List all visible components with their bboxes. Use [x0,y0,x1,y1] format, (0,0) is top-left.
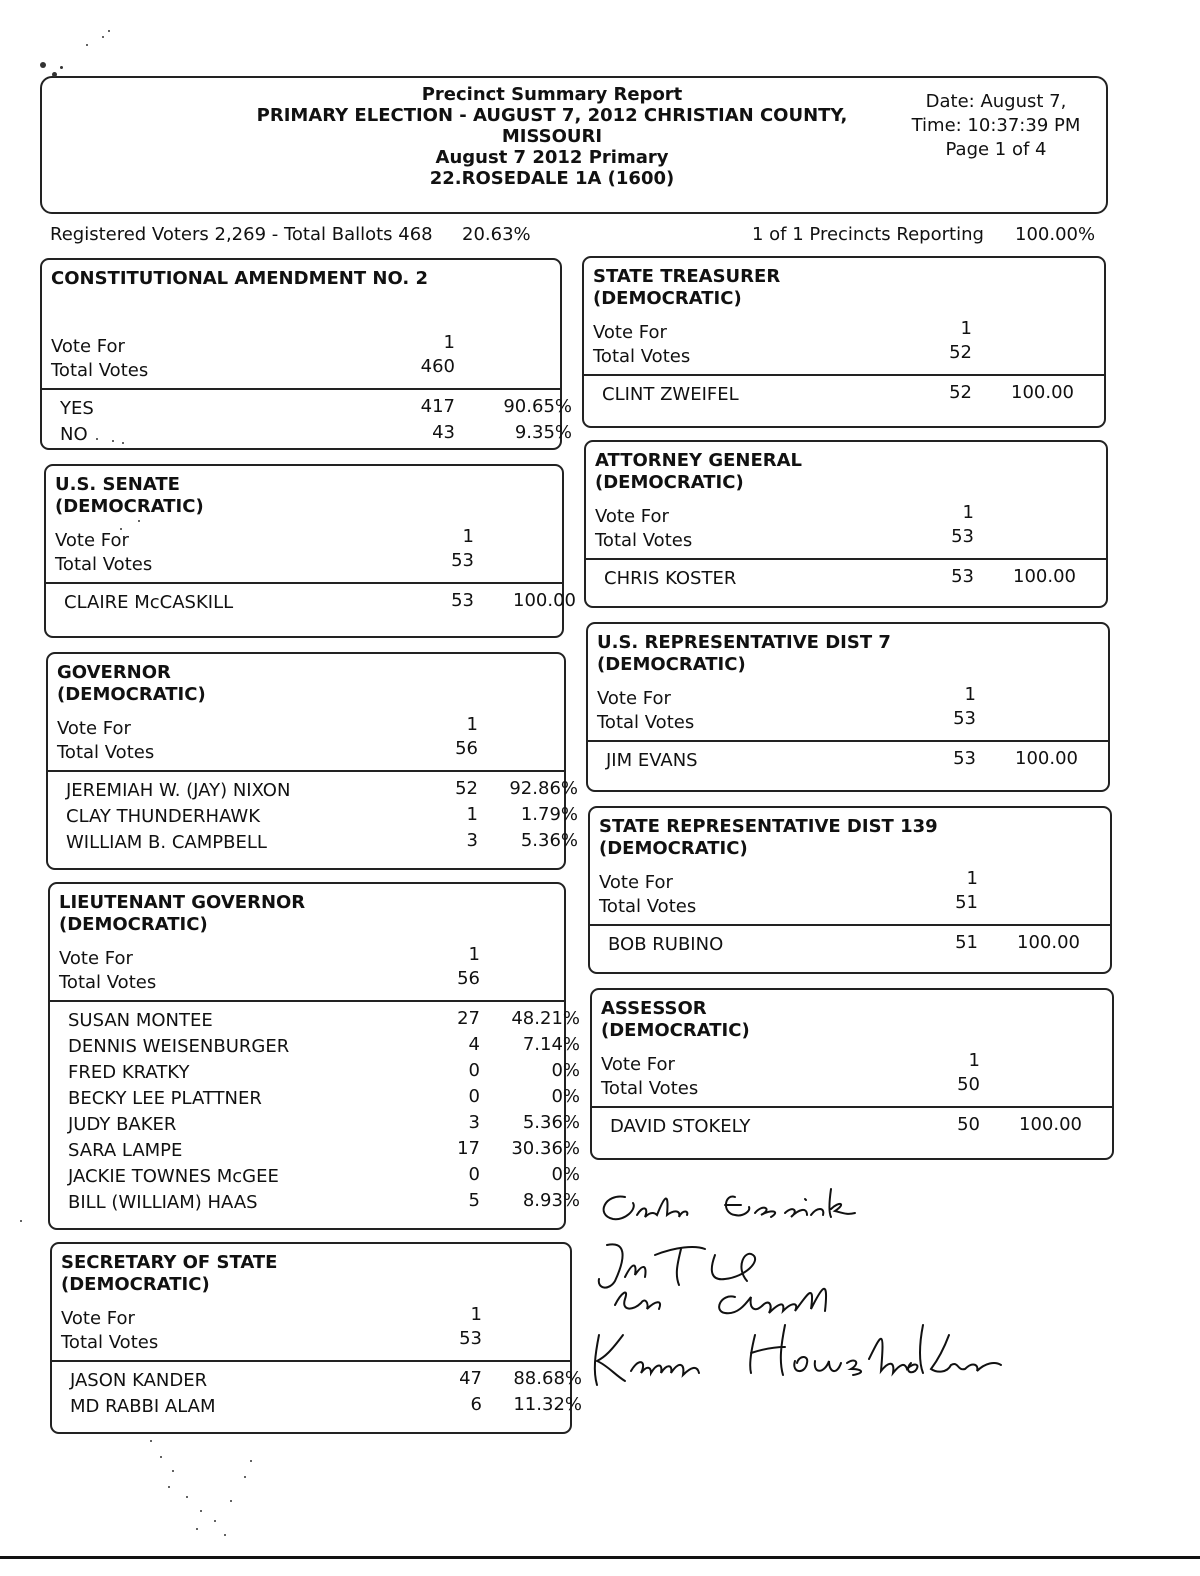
total-votes-value: 53 [451,550,474,571]
vote-for-value: 1 [960,318,972,339]
turnout-percent: 20.63% [462,224,531,245]
candidate-votes: 0 [468,1086,480,1107]
race-title: U.S. REPRESENTATIVE DIST 7 (DEMOCRATIC) [597,632,891,675]
results-divider [586,740,1110,742]
results-divider [590,1106,1114,1108]
vote-for-label: Vote For [61,1308,135,1329]
vote-for-value: 1 [968,1050,980,1071]
scan-speck [120,528,122,530]
scan-speck [244,1476,246,1478]
candidate-percent: 92.86% [509,778,578,799]
primary-name: August 7 2012 Primary [435,147,669,168]
candidate-name: NO [60,424,88,445]
candidate-name: YES [60,398,94,419]
report-date: Date: August 7, [925,91,1067,112]
race-title: CONSTITUTIONAL AMENDMENT NO. 2 [51,268,428,289]
election-line-2: MISSOURI [501,126,603,147]
scan-speck [60,66,63,69]
scan-speck [196,1528,198,1530]
scan-speck [200,1510,202,1512]
candidate-name: JASON KANDER [70,1370,208,1391]
candidate-votes: 0 [468,1060,480,1081]
candidate-name: SARA LAMPE [68,1140,183,1161]
candidate-votes: 5 [468,1190,480,1211]
total-votes-label: Total Votes [595,530,693,551]
vote-for-value: 1 [964,684,976,705]
race-title: LIEUTENANT GOVERNOR (DEMOCRATIC) [59,892,306,935]
total-votes-value: 52 [949,342,972,363]
race-box-treasurer [582,256,1106,428]
total-votes-label: Total Votes [57,742,155,763]
results-divider [50,1360,572,1362]
scan-speck [138,520,140,522]
candidate-votes: 51 [955,932,978,953]
candidate-percent: 0% [551,1164,580,1185]
candidate-name: SUSAN MONTEE [68,1010,213,1031]
candidate-percent: 100.00 [1015,748,1078,769]
vote-for-label: Vote For [593,322,667,343]
candidate-votes: 417 [420,396,455,417]
candidate-name: FRED KRATKY [68,1062,190,1083]
scan-speck [172,1470,174,1472]
candidate-name: WILLIAM B. CAMPBELL [66,832,267,853]
total-votes-value: 53 [459,1328,482,1349]
scan-speck [40,62,46,68]
scan-speck [112,440,114,442]
scan-speck [102,36,104,38]
vote-for-label: Vote For [595,506,669,527]
scan-speck [96,438,98,440]
race-box-state-rep [588,806,1112,974]
race-box-assessor [590,988,1114,1160]
candidate-percent: 0% [551,1086,580,1107]
precinct-name: 22.ROSEDALE 1A (1600) [429,168,675,189]
total-votes-label: Total Votes [593,346,691,367]
total-votes-label: Total Votes [597,712,695,733]
candidate-percent: 90.65% [503,396,572,417]
total-votes-value: 50 [957,1074,980,1095]
results-divider [582,374,1106,376]
candidate-percent: 100.00 [1011,382,1074,403]
vote-for-value: 1 [470,1304,482,1325]
race-box-us-rep [586,622,1110,792]
vote-for-value: 1 [443,332,455,353]
precincts-reporting: 1 of 1 Precincts Reporting [752,224,984,245]
scan-speck [160,1456,162,1458]
candidate-name: BOB RUBINO [608,934,724,955]
candidate-votes: 3 [468,1112,480,1133]
race-box-amendment [40,258,572,450]
vote-for-value: 1 [966,868,978,889]
poll-worker-signatures [585,1185,1005,1395]
vote-for-label: Vote For [599,872,673,893]
vote-for-value: 1 [962,502,974,523]
candidate-votes: 53 [451,590,474,611]
scan-speck [224,1534,226,1536]
candidate-name: JACKIE TOWNES McGEE [68,1166,279,1187]
race-box-lt-governor [48,882,580,1230]
scan-speck [186,1496,188,1498]
race-title: STATE REPRESENTATIVE DIST 139 (DEMOCRATIC) [599,816,938,859]
race-title: U.S. SENATE (DEMOCRATIC) [55,474,204,517]
results-divider [588,924,1112,926]
race-title: ASSESSOR (DEMOCRATIC) [601,998,750,1041]
candidate-percent: 5.36% [520,830,578,851]
candidate-name: CHRIS KOSTER [604,568,737,589]
race-box-senate [44,464,576,638]
report-header [40,76,1108,214]
vote-for-label: Vote For [597,688,671,709]
scan-speck [122,442,124,444]
vote-for-label: Vote For [601,1054,675,1075]
reporting-percent: 100.00% [1015,224,1096,245]
candidate-votes: 52 [949,382,972,403]
candidate-percent: 1.79% [520,804,578,825]
total-votes-label: Total Votes [61,1332,159,1353]
candidate-percent: 8.93% [522,1190,580,1211]
scan-speck [230,1500,232,1502]
candidate-name: JIM EVANS [606,750,698,771]
candidate-name: CLAIRE McCASKILL [64,592,234,613]
candidate-percent: 5.36% [522,1112,580,1133]
race-title: SECRETARY OF STATE (DEMOCRATIC) [61,1252,278,1295]
scan-speck [52,72,57,77]
scan-speck [86,44,88,46]
race-title: GOVERNOR (DEMOCRATIC) [57,662,206,705]
vote-for-label: Vote For [55,530,129,551]
candidate-percent: 11.32% [513,1394,582,1415]
total-votes-label: Total Votes [599,896,697,917]
candidate-percent: 0% [551,1060,580,1081]
scan-speck [168,1486,170,1488]
total-votes-label: Total Votes [55,554,153,575]
registered-voters: Registered Voters 2,269 - Total Ballots 468 [50,224,433,245]
race-title: ATTORNEY GENERAL (DEMOCRATIC) [595,450,803,493]
total-votes-label: Total Votes [59,972,157,993]
results-divider [40,388,562,390]
candidate-votes: 17 [457,1138,480,1159]
results-divider [46,770,566,772]
candidate-name: JEREMIAH W. (JAY) NIXON [66,780,291,801]
scan-speck [214,1520,216,1522]
candidate-name: DENNIS WEISENBURGER [68,1036,290,1057]
candidate-percent: 100.00 [1017,932,1080,953]
candidate-name: CLINT ZWEIFEL [602,384,739,405]
total-votes-value: 56 [457,968,480,989]
scan-speck [108,30,110,32]
race-box-secretary [50,1242,582,1434]
candidate-name: BECKY LEE PLATTNER [68,1088,262,1109]
candidate-votes: 4 [468,1034,480,1055]
results-divider [48,1000,566,1002]
election-line-1: PRIMARY ELECTION - AUGUST 7, 2012 CHRISTIAN COUNTY, [256,105,848,126]
candidate-percent: 9.35% [514,422,572,443]
candidate-votes: 6 [470,1394,482,1415]
vote-for-value: 1 [468,944,480,965]
race-box-governor [46,652,578,870]
results-divider [584,558,1108,560]
candidate-votes: 0 [468,1164,480,1185]
candidate-percent: 48.21% [511,1008,580,1029]
report-title: Precinct Summary Report [421,84,683,105]
candidate-name: MD RABBI ALAM [70,1396,216,1417]
candidate-name: DAVID STOKELY [610,1116,751,1137]
total-votes-value: 53 [951,526,974,547]
candidate-name: BILL (WILLIAM) HAAS [68,1192,258,1213]
header-meta [896,90,1096,162]
page-bottom-edge [0,1556,1200,1559]
candidate-votes: 27 [457,1008,480,1029]
candidate-votes: 1 [466,804,478,825]
vote-for-value: 1 [466,714,478,735]
candidate-votes: 50 [957,1114,980,1135]
header-title-block [222,84,882,189]
total-votes-label: Total Votes [51,360,149,381]
candidate-name: JUDY BAKER [68,1114,177,1135]
candidate-votes: 53 [953,748,976,769]
candidate-votes: 43 [432,422,455,443]
race-box-attorney [584,440,1108,608]
total-votes-value: 51 [955,892,978,913]
scan-speck [20,1220,22,1222]
results-divider [44,582,564,584]
race-title: STATE TREASURER (DEMOCRATIC) [593,266,781,309]
candidate-percent: 100.00 [1013,566,1076,587]
candidate-votes: 53 [951,566,974,587]
candidate-votes: 3 [466,830,478,851]
report-time: Time: 10:37:39 PM [911,115,1081,136]
candidate-votes: 47 [459,1368,482,1389]
total-votes-value: 53 [953,708,976,729]
candidate-votes: 52 [455,778,478,799]
vote-for-label: Vote For [51,336,125,357]
page-number: Page 1 of 4 [945,139,1047,160]
candidate-percent: 7.14% [522,1034,580,1055]
candidate-percent: 88.68% [513,1368,582,1389]
total-votes-value: 56 [455,738,478,759]
total-votes-label: Total Votes [601,1078,699,1099]
scan-speck [150,1440,152,1442]
vote-for-value: 1 [462,526,474,547]
vote-for-label: Vote For [59,948,133,969]
candidate-percent: 30.36% [511,1138,580,1159]
total-votes-value: 460 [420,356,455,377]
candidate-name: CLAY THUNDERHAWK [66,806,261,827]
scan-speck [250,1460,252,1462]
candidate-percent: 100.00 [513,590,576,611]
vote-for-label: Vote For [57,718,131,739]
candidate-percent: 100.00 [1019,1114,1082,1135]
